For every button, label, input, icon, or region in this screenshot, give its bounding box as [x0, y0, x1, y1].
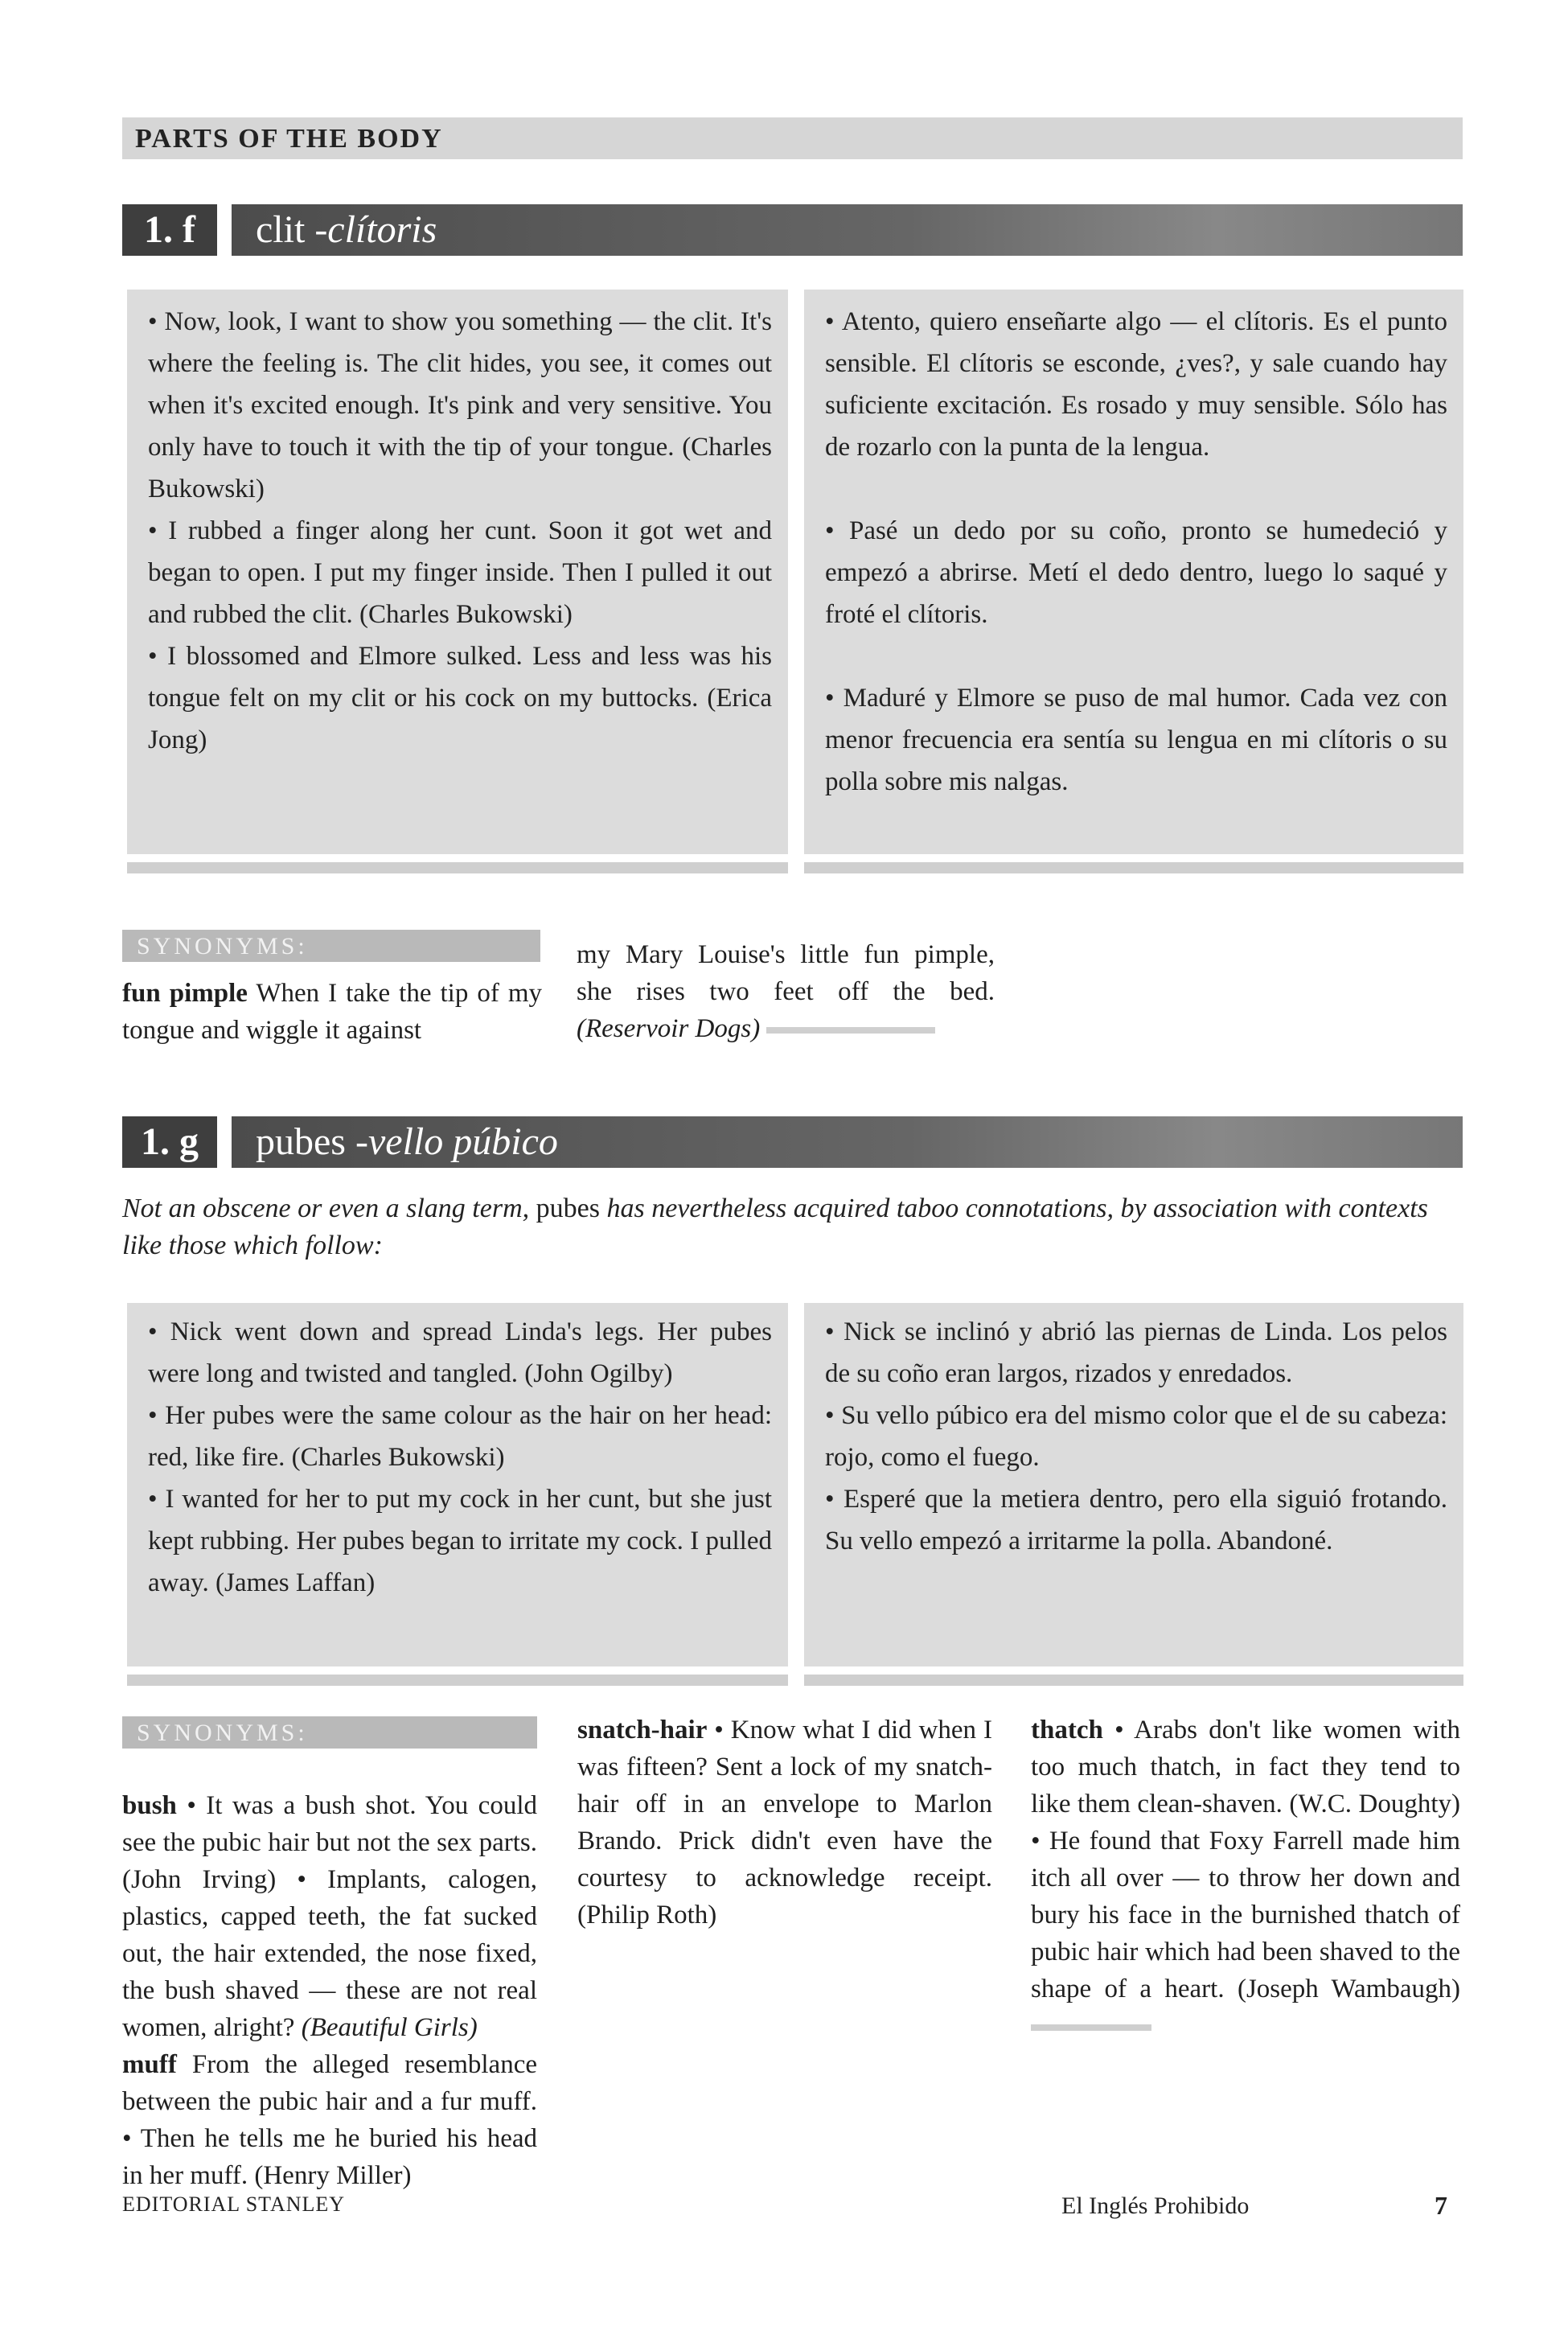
quote-en-g-2: • Her pubes were the same colour as the hair on her head: red, like fire. (Charles Bukowski): [148, 1401, 772, 1472]
section-heading-f: [232, 204, 1463, 256]
quote-es-f-3: • Maduré y Elmore se puso de mal humor. Cada vez con menor frecuencia era sentía su lengua en mi clítoris o su polla sobre mis nalgas.: [825, 684, 1447, 796]
quote-box-en-f: [127, 290, 788, 854]
quote-box-en-g: [127, 1303, 788, 1666]
synonym-column-g-2: [577, 1712, 992, 1934]
synonym-term-snatch-hair: snatch-hair: [577, 1716, 708, 1744]
synonyms-label-f: SYNONYMS:: [122, 930, 540, 962]
synonym-term-muff: muff: [122, 2050, 177, 2079]
end-rule: [1031, 2024, 1151, 2031]
section-term-g: pubes: [256, 1120, 346, 1163]
footer-book-title: El Inglés Prohibido: [1061, 2192, 1250, 2219]
section-intro-g: [122, 1190, 1463, 1264]
end-rule: [766, 1027, 935, 1034]
section-term-f: clit: [256, 208, 306, 251]
section-heading-g: [232, 1116, 1463, 1168]
synonym-text-snatch-hair: • Know what I did when I was fifteen? Sent a lock of my snatch-hair off in an envelope to Marlon Brando. Prick didn't even have the courtesy to acknowledge receipt. (Philip Roth): [577, 1716, 992, 1929]
intro-g-part-2: has nevertheless acquired taboo connotations, by association with contexts like those which follow:: [122, 1194, 1428, 1260]
divider-strip: [127, 862, 788, 873]
divider-strip: [804, 862, 1463, 873]
section-translation-g: -vello púbico: [355, 1120, 558, 1163]
intro-g-term: pubes: [536, 1194, 600, 1223]
quote-es-g-2: • Su vello púbico era del mismo color que el de su cabeza: rojo, como el fuego.: [825, 1401, 1447, 1472]
synonym-term-fun-pimple: fun pimple: [122, 979, 248, 1008]
synonyms-label-g: SYNONYMS:: [122, 1716, 537, 1749]
quote-en-f-1: • Now, look, I want to show you something — the clit. It's where the feeling is. The clit hides, you see, it comes out when it's excited enough. It's pink and very sensitive. You only have to touch it with the tip of your tongue. (Charles Bukowski): [148, 307, 772, 503]
synonym-text-f-a: When I take the tip of my tongue and wiggle it against: [122, 979, 543, 1045]
synonym-term-thatch: thatch: [1031, 1716, 1103, 1744]
quote-es-g-3: • Esperé que la metiera dentro, pero ella siguió frotando. Su vello empezó a irritarme la polla. Abandoné.: [825, 1485, 1447, 1555]
footer-publisher: EDITORIAL STANLEY: [122, 2192, 346, 2216]
quote-es-f-1: • Atento, quiero enseñarte algo — el clítoris. Es el punto sensible. El clítoris se esconde, ¿ves?, y sale cuando hay suficiente excitación. Es rosado y muy sensible. Sólo has de rozarlo con la punta de la lengua.: [825, 307, 1447, 462]
page-number: 7: [1435, 2191, 1448, 2220]
section-number-g: 1. g: [122, 1116, 217, 1168]
intro-g-part-1: Not an obscene or even a slang term,: [122, 1194, 530, 1223]
quote-en-f-3: • I blossomed and Elmore sulked. Less and less was his tongue felt on my clit or his cock on my buttocks. (Erica Jong): [148, 642, 772, 754]
section-number-f: 1. f: [122, 204, 217, 256]
running-header: [122, 117, 1463, 159]
synonym-column-g-3: [1031, 1712, 1460, 2044]
divider-strip: [804, 1675, 1463, 1686]
quote-en-g-1: • Nick went down and spread Linda's legs. Her pubes were long and twisted and tangled. (John Ogilby): [148, 1317, 772, 1388]
synonym-source-f: (Reservoir Dogs): [577, 1014, 761, 1043]
synonym-text-f-b: my Mary Louise's little fun pimple, she rises two feet off the bed.: [577, 940, 995, 1006]
section-translation-f: -clítoris: [314, 208, 437, 251]
synonym-text-thatch: • Arabs don't like women with too much thatch, in fact they tend to like them clean-shaven. (W.C. Doughty) • He found that Foxy Farrell made him itch all over — to throw her down and bury his face in the burnished thatch of pubic hair which had been shaved to the shape of a heart. (Joseph Wambaugh): [1031, 1716, 1460, 2003]
synonym-text-bush: • It was a bush shot. You could see the pubic hair but not the sex parts. (John Irving) • Implants, calogen, plastics, capped teeth, the fat sucked out, the hair extended, the nose fixed, the bush shaved — these are not real women, alright?: [122, 1791, 538, 2042]
quote-en-f-2: • I rubbed a finger along her cunt. Soon it got wet and began to open. I put my finger inside. Then I pulled it out and rubbed the clit. (Charles Bukowski): [148, 516, 772, 629]
synonym-column-f-1: [122, 975, 542, 1049]
synonym-source-bush: (Beautiful Girls): [301, 2013, 478, 2042]
running-header-title: PARTS OF THE BODY: [135, 124, 443, 154]
synonym-column-g-1: [122, 1787, 537, 2194]
quote-es-g-1: • Nick se inclinó y abrió las piernas de Linda. Los pelos de su coño eran largos, rizados y enredados.: [825, 1317, 1447, 1388]
synonym-text-muff: From the alleged resemblance between the pubic hair and a fur muff. • Then he tells me he buried his head in her muff. (Henry Miller): [122, 2050, 537, 2190]
synonym-term-bush: bush: [122, 1791, 177, 1820]
quote-es-f-2: • Pasé un dedo por su coño, pronto se humedeció y empezó a abrirse. Metí el dedo dentro, luego lo saqué y froté el clítoris.: [825, 516, 1447, 629]
quote-box-es-g: [804, 1303, 1463, 1666]
divider-strip: [127, 1675, 788, 1686]
synonym-column-f-2: [577, 936, 995, 1047]
quote-box-es-f: [804, 290, 1463, 854]
quote-en-g-3: • I wanted for her to put my cock in her cunt, but she just kept rubbing. Her pubes began to irritate my cock. I pulled away. (James Laffan): [148, 1485, 772, 1597]
